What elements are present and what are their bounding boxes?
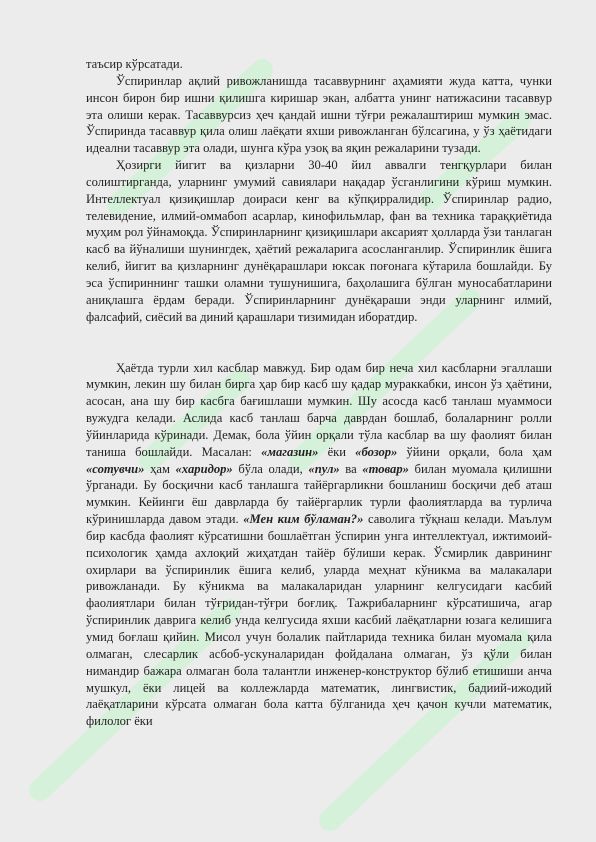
paragraph	[86, 56, 552, 73]
text-run: ва	[339, 461, 363, 476]
text-run: ҳам	[144, 461, 176, 476]
emphasized-term: «товар»	[362, 461, 409, 476]
emphasized-term: «магазин»	[261, 444, 319, 459]
emphasized-term: «Мен ким бўламан?»	[243, 512, 364, 527]
paragraph	[86, 157, 552, 325]
text-run: ўйини орқали, бола ҳам	[397, 444, 552, 459]
text-run: ёки	[318, 444, 356, 459]
emphasized-term: «сотувчи»	[86, 461, 145, 476]
paragraph	[86, 73, 552, 157]
text-run: таъсир кўрсатади.	[86, 57, 183, 71]
text-run: Ҳаётда турли хил касблар мавжуд. Бир одам бир неча хил касбларни эгаллаши мумкин, лекин шу билан бирга ҳар бир касб шу қадар мураккабки, инсон ўз ҳаётини, асосан, ана шу бир касбга бағишлаши мумкин. Шу асосда касб танлаш муаммоси вужудга келади. Аслида касб танлаш барча даврдан бошлаб, болаларнинг ролли ўйинларида кўринади. Демак, бола ўйин орқали тўла касблар ва шу фаолият билан таниша бошлайди. Масалан:	[86, 360, 552, 459]
document-body	[86, 56, 552, 730]
paragraph	[86, 360, 552, 731]
text-run: Ҳозирги йигит ва қизларни 30-40 йил аввалги тенгқурлари билан солиштирганда, уларнинг умумий савиялари нақадар ўсганлигини кўриш мумкин. Интеллектуал қизиқишлар доираси кенг ва кўпқирралидир. Ўспиринлар радио, телевидение, илмий-оммабоп асарлар, кинофильмлар, фан ва техника тараққиётида муҳим рол ўйнамоқда. Ўспиринларнинг қизиқишлари аксарият ҳолларда ўзи танлаган касб ва йўналиши шунингдек, ҳаётий режаларига асосланганлир. Ўспиринлик ёшига келиб, йигит ва қизларнинг дунёқарашлари юксак поғонага кўтарила бошлайди. Бу эса ўспириннинг ташки оламни тушунишига, баҳолашига бўлган муносабатларини аниқлашга ёрдам беради. Ўспиринларнинг дунёқараши энди уларнинг илмий, фалсафий, сиёсий ва диний қарашлари тизимидан иборатдир.	[86, 158, 552, 324]
text-run: Ўспиринлар ақлий ривожланишда тасаввурнинг аҳамияти жуда катта, чунки инсон бирон бир ишни қилишга киришар экан, албатта унинг натижасини тасаввур эта олиши керак. Тасаввурсиз ҳеч қандай ишни тўғри режалаштириш мумкин эмас. Ўспиринда тасаввур қила олиш лаёқати яхши ривожланган бўлсагина, у ўз ҳаётидаги идеални тасаввур эта олади, шунга кўра узоқ ва яқин режаларини тузади.	[86, 73, 552, 156]
emphasized-term: «бозор»	[355, 444, 398, 459]
emphasized-term: «харидор»	[175, 461, 233, 476]
text-run: бўла олади,	[232, 461, 309, 476]
text-run: саволига тўқнаш келади. Маълум бир касбда фаолият кўрсатишни бошлаётган ўспирин унга интеллектуал, ижтимоий-психологик ҳамда ахлоқий жиҳатдан тайёр бўлиши керак. Ўсмирлик даврининг охирлари ва ўспиринлик ёшига келиб, уларда меҳнат кўникма ва малакалари ривожланади. Бу кўникма ва малакаларидан уларнинг келгусидаги касбий фаолиятлари билан тўғридан-тўғри боғлиқ. Тажрибаларнинг кўрсатишича, агар ўспиринлик даврига келиб унда келгусида яхши касбий лаёқатларни юзага келишига умид боғлаш қийин. Мисол учун болалик пайтларида техника билан муомала қила олмаган, слесарлик асбоб-ускуналаридан фойдалана олмаган, ўз қўли билан нимандир бажара олмаган бола талантли инженер-конструктор бўлиб етишиши анча мушкул, ёки лицей ва коллежларда математик, лингвистик, бадиий-ижодий лаёқатларини кўрсата олмаган бола катта бўлганида ҳеч қачон кучли математик, филолог ёки	[86, 512, 552, 729]
text-run: билан муомала қилишни ўрганади. Бу босқични касб танлашга тайёргарликни бошланиш босқичи деб аташ мумкин. Кейинги ёш даврларда бу тайёргарлик турли фаолиятларда ва турлича кўринишларда давом этади.	[86, 461, 553, 527]
emphasized-term: «пул»	[308, 461, 340, 476]
